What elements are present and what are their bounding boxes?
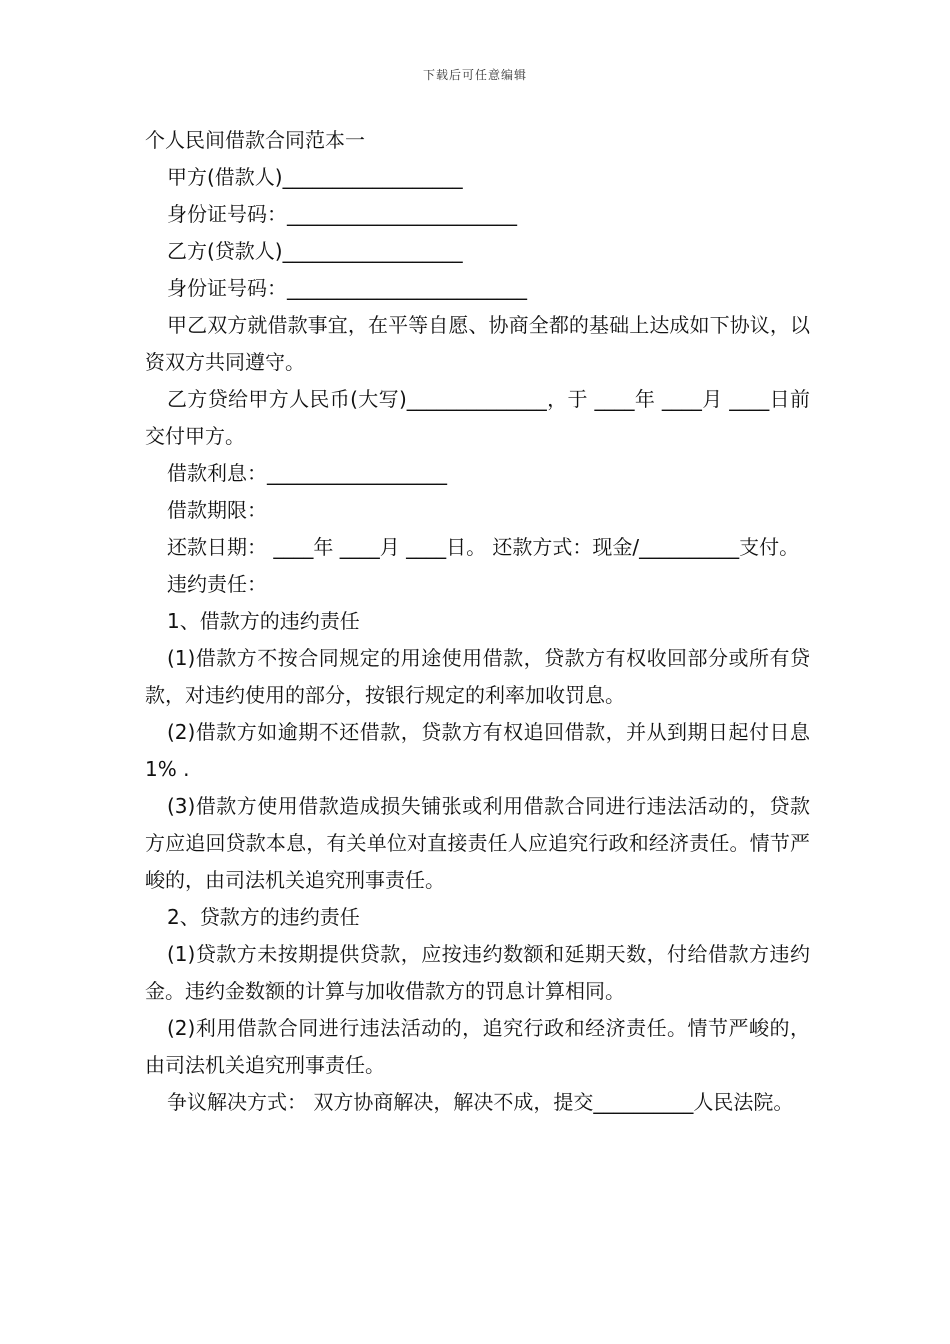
- loan-amount-paragraph: 乙方贷给甲方人民币(大写)______________，于 ____年 ____月 ____日前交付甲方。: [145, 387, 810, 448]
- lender-clause-1: (1)贷款方未按期提供贷款，应按违约数额和延期天数，付给借款方违约金。违约金数额的计算与加收借款方的罚息计算相同。: [145, 942, 810, 1003]
- borrower-breach-heading: 1、借款方的违约责任: [167, 609, 360, 633]
- intro-paragraph: 甲乙双方就借款事宜，在平等自愿、协商全都的基础上达成如下协议，以资双方共同遵守。: [145, 313, 810, 374]
- party-b-id-line: 身份证号码：________________________: [167, 276, 527, 300]
- page-header-note: 下载后可任意编辑: [422, 68, 527, 82]
- repayment-paragraph: 还款日期： ____年 ____月 ____日。 还款方式：现金/__________支付。: [167, 535, 800, 559]
- document-body: [145, 122, 810, 1121]
- term-line: 借款期限：: [167, 498, 267, 522]
- borrower-clause-1: (1)借款方不按合同规定的用途使用借款，贷款方有权收回部分或所有贷款，对违约使用的部分，按银行规定的利率加收罚息。: [145, 646, 810, 707]
- borrower-clause-2: (2)借款方如逾期不还借款，贷款方有权追回借款，并从到期日起付日息 1% .: [145, 720, 810, 781]
- document-title: 个人民间借款合同范本一: [145, 128, 365, 152]
- borrower-clause-3: (3)借款方使用借款造成损失铺张或利用借款合同进行违法活动的，贷款方应追回贷款本息，有关单位对直接责任人应追究行政和经济责任。情节严峻的，由司法机关追究刑事责任。: [145, 794, 810, 892]
- party-a-id-line: 身份证号码：_______________________: [167, 202, 517, 226]
- party-a-line: 甲方(借款人)__________________: [167, 165, 463, 189]
- breach-heading: 违约责任：: [167, 572, 267, 596]
- dispute-resolution-paragraph: 争议解决方式： 双方协商解决，解决不成，提交__________人民法院。: [167, 1090, 794, 1114]
- party-b-line: 乙方(贷款人)__________________: [167, 239, 463, 263]
- lender-clause-2: (2)利用借款合同进行违法活动的，追究行政和经济责任。情节严峻的，由司法机关追究刑事责任。: [145, 1016, 810, 1077]
- lender-breach-heading: 2、贷款方的违约责任: [167, 905, 360, 929]
- interest-line: 借款利息：__________________: [167, 461, 447, 485]
